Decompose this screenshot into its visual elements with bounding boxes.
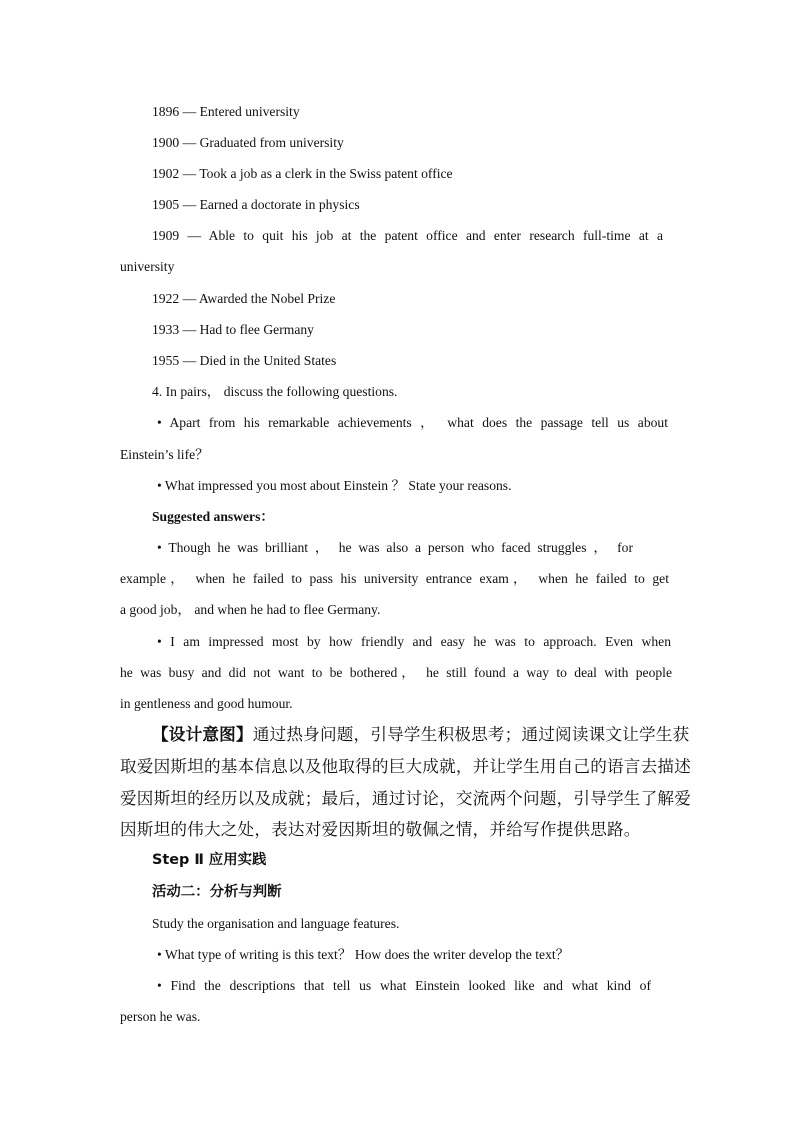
- timeline-1900: 1900 — Graduated from university: [152, 135, 344, 150]
- timeline-1955: 1955 — Died in the United States: [152, 353, 337, 368]
- step-2-instruction: Study the organisation and language features.: [152, 916, 400, 931]
- activity-2-title: 活动二：分析与判断: [152, 884, 282, 900]
- task4-question-1-cont: Einstein’s life？: [120, 447, 209, 462]
- timeline-1922: 1922 — Awarded the Nobel Prize: [152, 291, 336, 306]
- step-2-question-1: • What type of writing is this text？ How does the writer develop the text？: [157, 947, 570, 962]
- design-intent-line-4: 因斯坦的伟大之处，表达对爱因斯坦的敬佩之情，并给写作提供思路。: [120, 820, 641, 839]
- answer-2-line-2: he was busy and did not want to be bothered， he still found a way to deal with people: [120, 665, 672, 680]
- timeline-1902: 1902 — Took a job as a clerk in the Swiss patent office: [152, 166, 453, 181]
- design-intent-line-2: 取爱因斯坦的基本信息以及他取得的巨大成就，并让学生用自己的语言去描述: [120, 757, 691, 776]
- answer-1-line-2: example， when he failed to pass his university entrance exam， when he failed to get: [120, 571, 669, 586]
- answer-2-line-1: • I am impressed most by how friendly and easy he was to approach. Even when: [157, 634, 671, 649]
- timeline-1905: 1905 — Earned a doctorate in physics: [152, 197, 360, 212]
- answer-2-line-3: in gentleness and good humour.: [120, 696, 293, 711]
- step-2-question-2-cont: person he was.: [120, 1009, 201, 1024]
- timeline-1909-cont: university: [120, 259, 175, 274]
- design-intent-line-1: [152, 724, 690, 746]
- design-intent-line-3: 爱因斯坦的经历以及成就；最后，通过讨论，交流两个问题，引导学生了解爱: [120, 789, 691, 808]
- suggested-answers-heading: Suggested answers：: [152, 509, 274, 524]
- task4-question-1: • Apart from his remarkable achievements ， what does the passage tell us about: [157, 415, 668, 430]
- task4-title: 4. In pairs， discuss the following questions.: [152, 384, 398, 399]
- timeline-1933: 1933 — Had to flee Germany: [152, 322, 314, 337]
- timeline-1909: 1909 — Able to quit his job at the patent office and enter research full-time at a: [152, 228, 663, 243]
- step-2-title: Step Ⅱ 应用实践: [152, 852, 267, 868]
- step-2-question-2: • Find the descriptions that tell us what Einstein looked like and what kind of: [157, 978, 651, 993]
- design-intent-label: 【设计意图】: [152, 725, 253, 744]
- answer-1-line-3: a good job， and when he had to flee Germany.: [120, 602, 381, 617]
- task4-question-2: • What impressed you most about Einstein ？ State your reasons.: [157, 478, 512, 493]
- design-intent-text-1: 通过热身问题，引导学生积极思考；通过阅读课文让学生获: [252, 725, 690, 744]
- timeline-1896: 1896 — Entered university: [152, 104, 300, 119]
- answer-1-line-1: • Though he was brilliant ， he was also a person who faced struggles ， for: [157, 540, 633, 555]
